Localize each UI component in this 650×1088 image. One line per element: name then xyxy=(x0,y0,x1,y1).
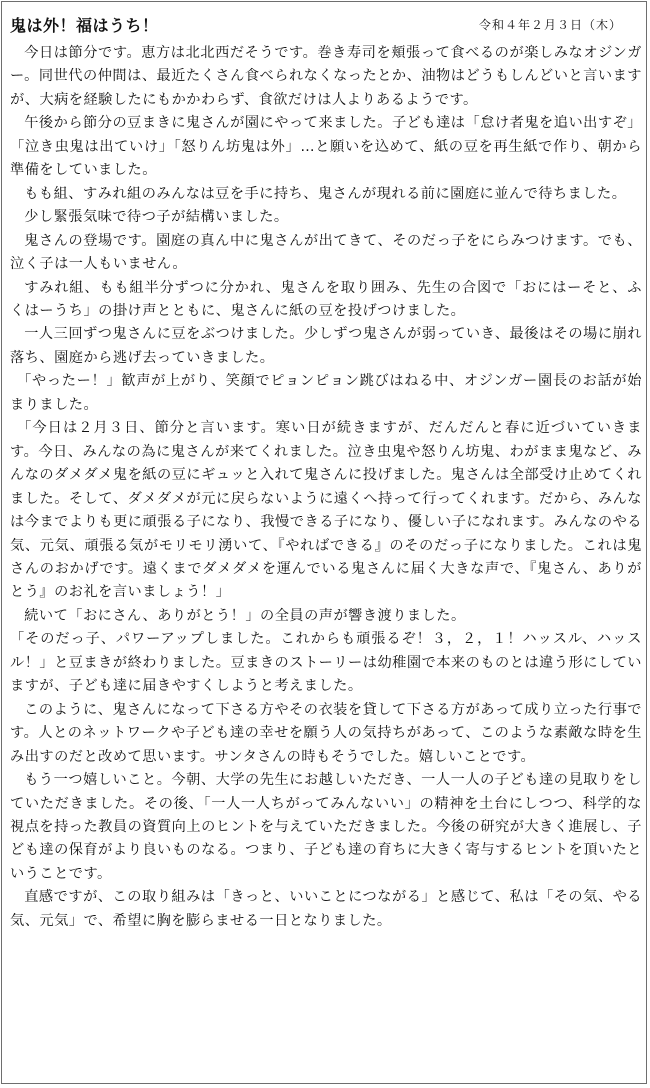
paragraph-5: 鬼さんの登場です。園庭の真ん中に鬼さんが出てきて、そのだっ子をにらみつけます。でも、泣く子は一人もいません。 xyxy=(10,232,642,273)
paragraph-8: 「やったー！」歓声が上がり、笑顔でピョンピョン跳びはねる中、オジンガー園長のお話が始まりました。 xyxy=(10,373,642,413)
blog-page xyxy=(1,1,647,1084)
paragraph-3: もも組、すみれ組のみんなは豆を手に持ち、鬼さんが現れる前に園庭に並んで待ちました。 xyxy=(24,185,627,202)
paragraph-7: 一人三回ずつ鬼さんに豆をぶつけました。少しずつ鬼さんが弱っていき、最後はその場に崩れ落ち、園庭から逃げ去っていきました。 xyxy=(10,326,642,366)
article-body xyxy=(10,42,642,933)
post-date: 令和４年２月３日（木） xyxy=(478,18,622,32)
paragraph-13: もう一つ嬉しいこと。今朝、大学の先生にお越しいただき、一人一人の子ども達の見取りをしていただきました。その後、「一人一人ちがってみんないい」の精神を土台にしつつ、科学的な視点を持った教員の資質向上のヒントを与えていただきました。今後の研究が大きく進展し、子ども達の保育がより良いものなる。つまり、子ども達の育ちに大きく寄与するヒントを頂いたということです。 xyxy=(10,772,642,882)
paragraph-4: 少し緊張気味で待つ子が結構いました。 xyxy=(24,209,289,226)
paragraph-10: 続いて「おにさん、ありがとう！」の全員の声が響き渡りました。 xyxy=(24,607,466,624)
paragraph-12: このように、鬼さんになって下さる方やその衣装を貸して下さる方があって成り立った行事です。人とのネットワークや子ども達の幸せを願う人の気持ちがあって、このような素敵な時を生み出すのだと改めて思います。サンタさんの時もそうでした。嬉しいことです。 xyxy=(10,701,642,765)
paragraph-6: すみれ組、もも組半分ずつに分かれ、鬼さんを取り囲み、先生の合図で「おにはーそと、ふくはーうち」の掛け声とともに、鬼さんに紙の豆を投げつけました。 xyxy=(10,279,642,319)
paragraph-2: 午後から節分の豆まきに鬼さんが園にやって来ました。子ども達は「怠け者鬼を追い出すぞ」「泣き虫鬼は出ていけ」「怒りん坊鬼は外」…と願いを込めて、紙の豆を再生紙で作り、朝から準備をしていました。 xyxy=(10,115,642,179)
paragraph-11: 「そのだっ子、パワーアップしました。これからも頑張るぞ！３，２，１！ハッスル、ハッスル！」と豆まきが終わりました。豆まきのストーリーは幼稚園で本来のものとは違う形にしていますが、子ども達に届きやすくしようと考えました。 xyxy=(10,631,642,695)
page-title: 鬼は外！福はうち！ xyxy=(10,16,159,35)
paragraph-14: 直感ですが、この取り組みは「きっと、いいことにつながる」と感じて、私は「その気、やる気、元気」で、希望に胸を膨らませる一日となりました。 xyxy=(10,889,642,929)
paragraph-9: 「今日は２月３日、節分と言います。寒い日が続きますが、だんだんと春に近づいていきます。今日、みんなの為に鬼さんが来てくれました。泣き虫鬼や怒りん坊鬼、わがまま鬼など、みんなのダメダメ鬼を紙の豆にギュッと入れて鬼さんに投げました。鬼さんは全部受け止めてくれました。そして、ダメダメが元に戻らないように遠くへ持って行ってくれます。だから、みんなは今までよりも更に頑張る子になり、我慢できる子になり、優しい子になれます。みんなのやる気、元気、頑張る気がモリモリ湧いて、『やればできる』のそのだっ子になりました。これは鬼さんのおかげです。遠くまでダメダメを運んでいる鬼さんに届く大きな声で、『鬼さん、ありがとう』のお礼を言いましょう！」 xyxy=(10,420,642,601)
paragraph-1: 今日は節分です。恵方は北北西だそうです。巻き寿司を頬張って食べるのが楽しみなオジンガー。同世代の仲間は、最近たくさん食べられなくなったとか、油物はどうもしんどいと言いますが、大病を経験したにもかかわらず、食欲だけは人よりあるようです。 xyxy=(10,45,642,108)
